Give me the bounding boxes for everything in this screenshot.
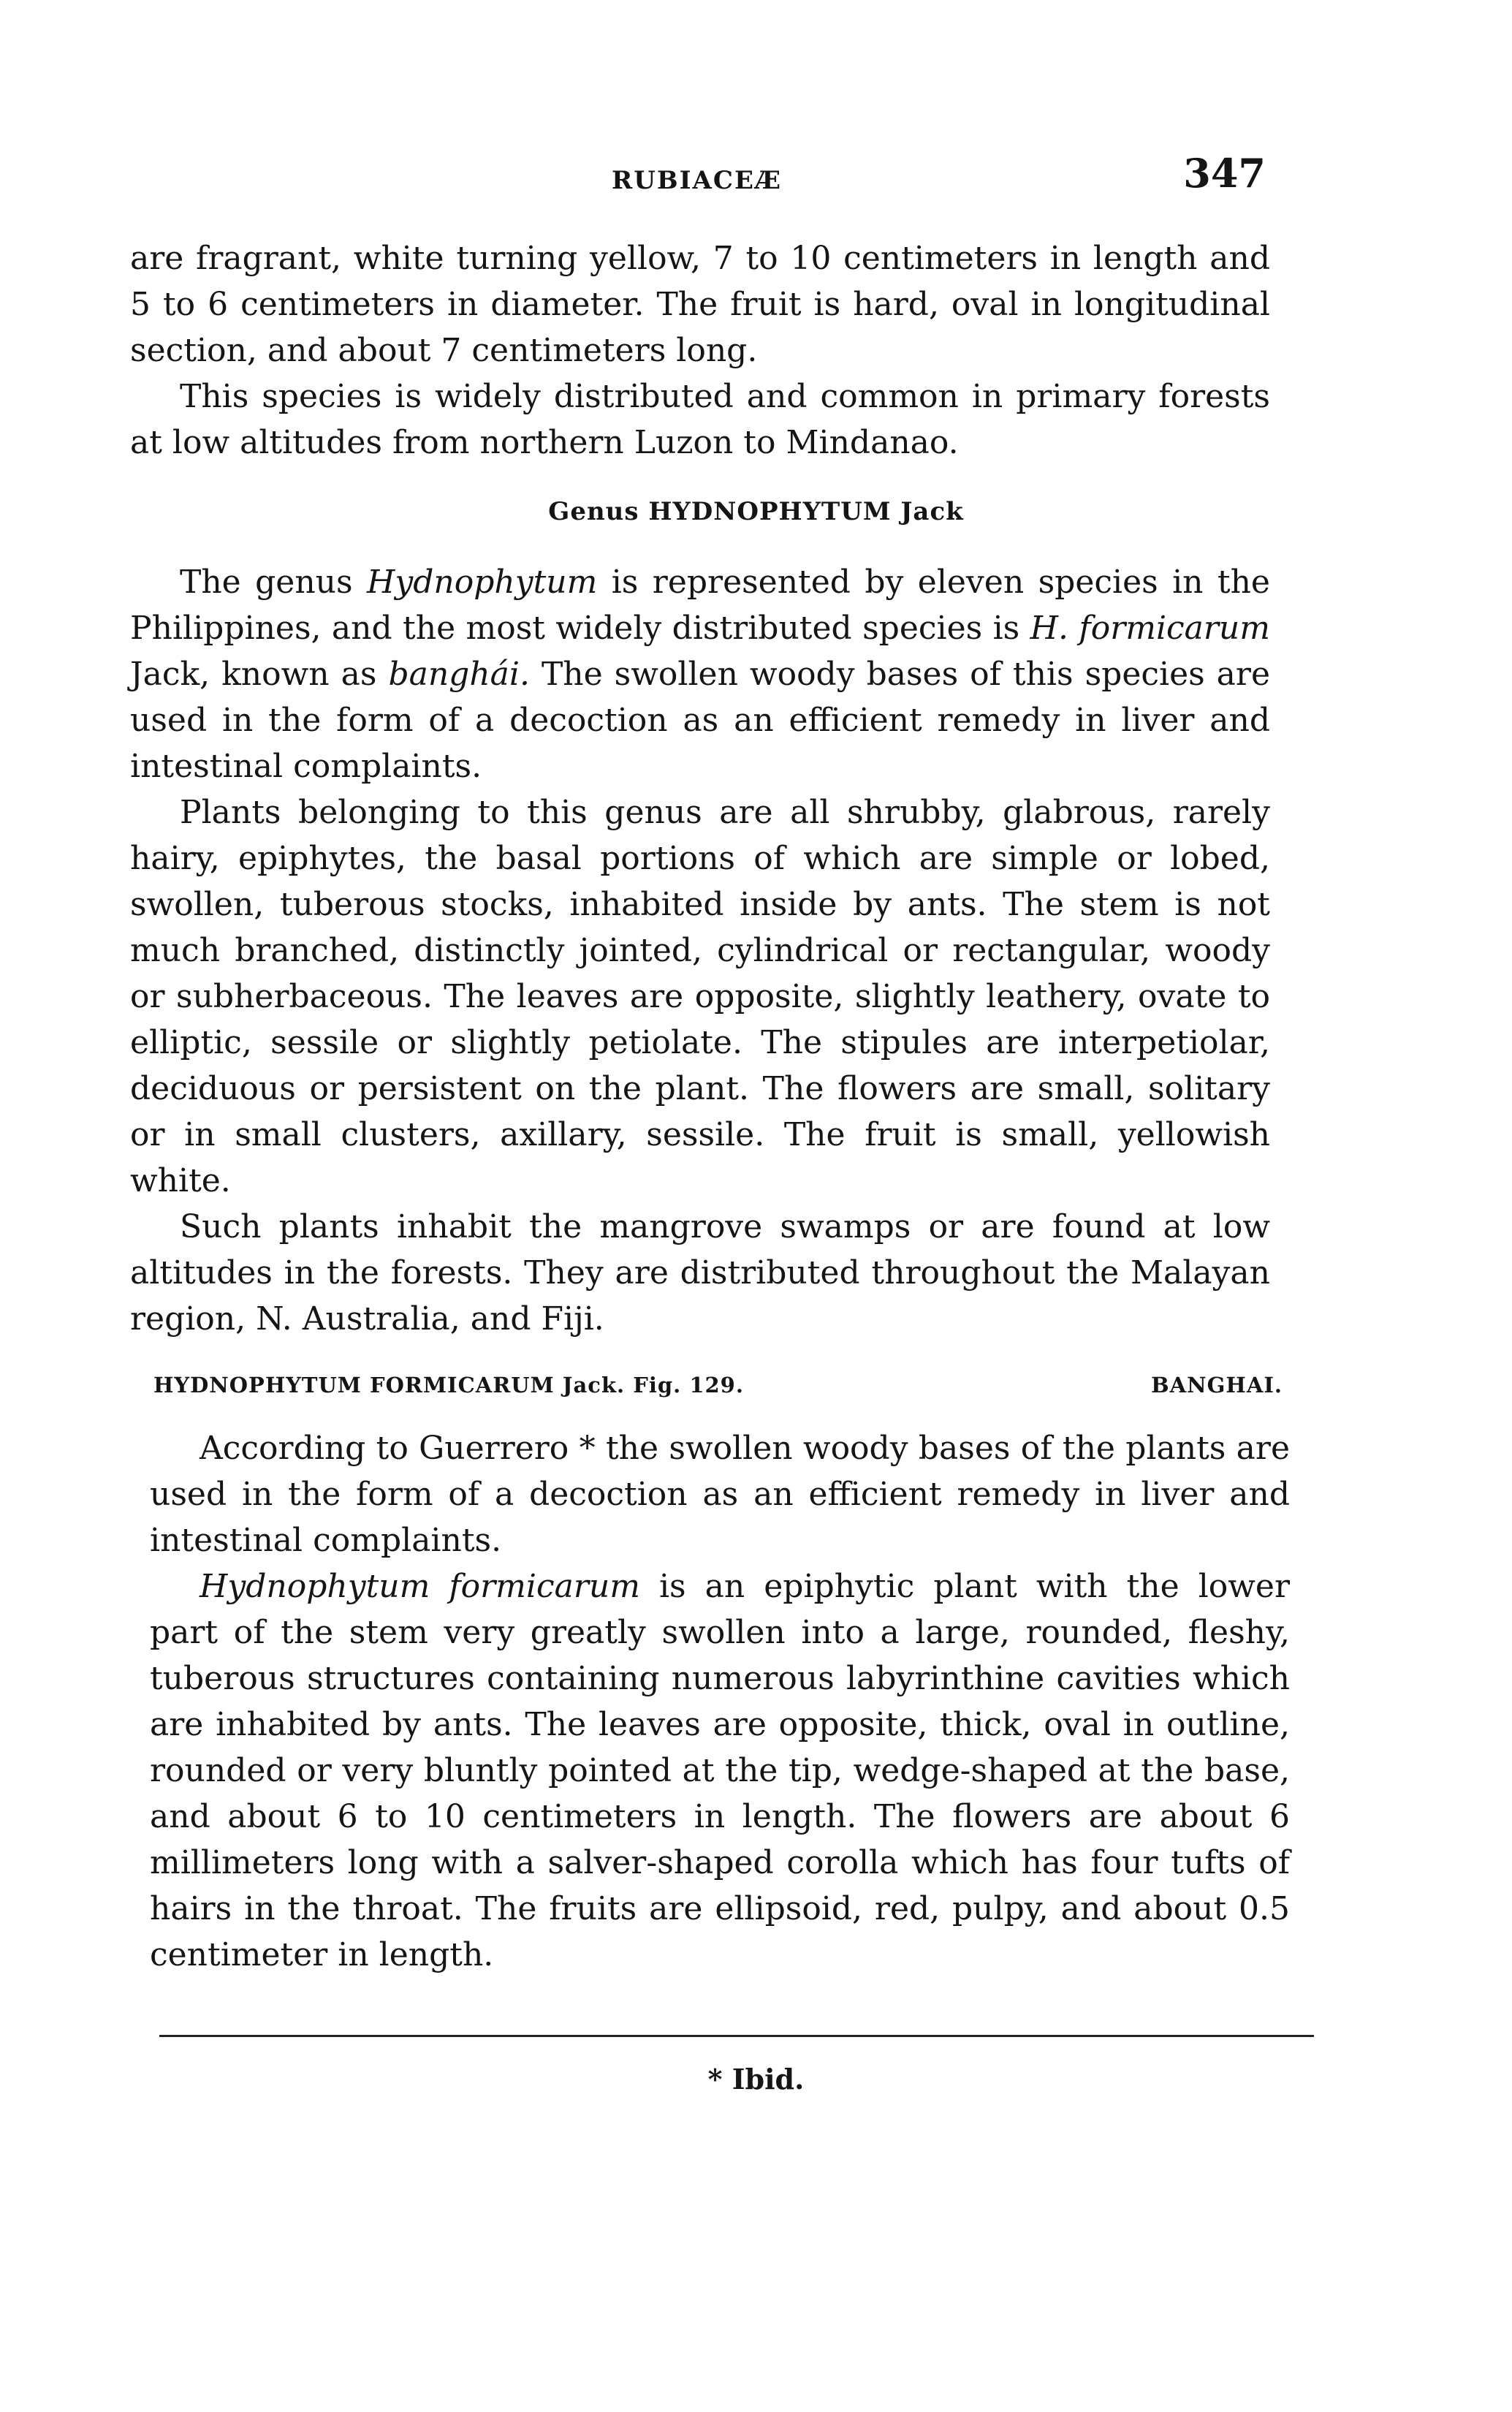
text-block-genus <box>130 559 1270 1342</box>
italic-species-name: Hydnophytum formicarum <box>200 1568 640 1605</box>
text-block-species <box>150 1425 1290 1978</box>
genus-heading: Genus HYDNOPHYTUM Jack <box>548 497 964 526</box>
text-block-continuation <box>130 235 1270 466</box>
species-local-name: BANGHAI. <box>1151 1373 1283 1397</box>
italic-species-name: H. formicarum <box>1030 610 1270 647</box>
text-span: Jack, known as <box>130 656 389 693</box>
paragraph-distribution: This species is widely distributed and common in primary forests at low altitudes from northern Luzon to Mindanao. <box>130 378 1270 461</box>
paragraph-genus-habitat: Such plants inhabit the mangrove swamps or are found at low altitudes in the forests. They are distributed throughout the Malayan region, N. Australia, and Fiji. <box>130 1208 1270 1338</box>
paragraph-genus-description: Plants belonging to this genus are all shrubby, glabrous, rarely hairy, epiphytes, the basal portions of which are simple or lobed, swollen, tuberous stocks, inhabited inside by ants. The stem is not much branched, distinctly jointed, cylindrical or rectangular, woody or subherbaceous. The leaves are opposite, slightly leathery, ovate to elliptic, sessile or slightly petiolate. The stipules are interpetiolar, deciduous or persistent on the plant. The flowers are small, solitary or in small clusters, axillary, sessile. The fruit is small, yellowish white. <box>130 794 1270 1199</box>
paragraph-genus-intro <box>130 559 1270 789</box>
species-heading <box>153 1373 1283 1406</box>
text-span: The swollen woody bases of this species are used in the form of a decoction as an efficient remedy in liver and intestinal complaints. <box>130 656 1270 785</box>
paragraph-continuation: are fragrant, white turning yellow, 7 to 10 centimeters in length and 5 to 6 centimeters in diameter. The fruit is hard, oval in longitudinal section, and about 7 centimeters long. <box>130 240 1270 369</box>
text-span: is represented by eleven species in the Philippines, and the most widely distributed species is <box>130 564 1270 647</box>
page-number: 347 <box>1183 150 1266 197</box>
italic-local-name: banghái. <box>388 656 530 693</box>
italic-genus-name: Hydnophytum <box>367 564 598 601</box>
text-span: The genus <box>180 564 367 601</box>
footnote-rule <box>159 2035 1314 2037</box>
paragraph-species-uses: According to Guerrero * the swollen woody bases of the plants are used in the form of a decoction as an efficient remedy in liver and intestinal complaints. <box>150 1430 1290 1559</box>
footnote: * Ibid. <box>707 2063 805 2096</box>
paragraph-species-description <box>150 1563 1290 1978</box>
page-header <box>133 150 1266 216</box>
species-name-heading: HYDNOPHYTUM FORMICARUM Jack. Fig. 129. <box>153 1373 744 1397</box>
running-head: RUBIACEÆ <box>612 166 783 195</box>
text-span: is an epiphytic plant with the lower part of the stem very greatly swollen into a large, rounded, fleshy, tuberous structures containing numerous labyrinthine cavities which are inhabited by ants. The leaves are opposite, thick, oval in outline, rounded or very bluntly pointed at the tip, wedge-shaped at the base, and about 6 to 10 centimeters in length. The flowers are about 6 millimeters long with a salver-shaped corolla which has four tufts of hairs in the throat. The fruits are ellipsoid, red, pulpy, and about 0.5 centimeter in length. <box>150 1568 1290 1973</box>
